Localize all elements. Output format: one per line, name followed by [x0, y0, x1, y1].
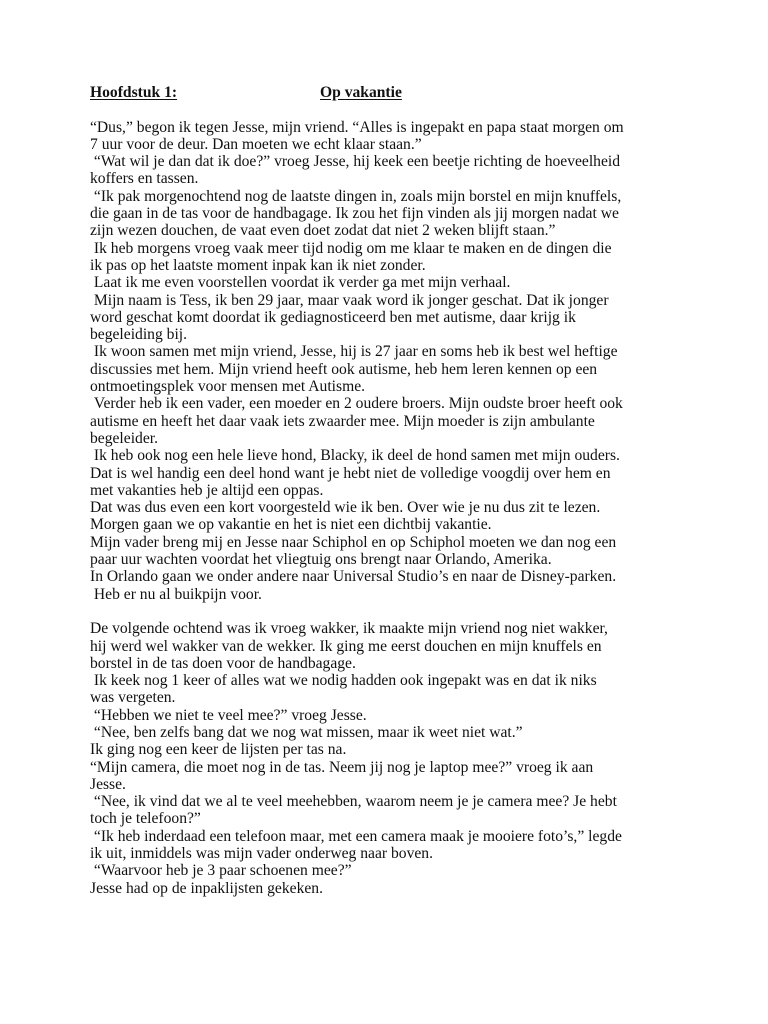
paragraph: “Ik heb inderdaad een telefoon maar, met een camera maak je mooiere foto’s,” legde ik uit, inmiddels was mijn vader onderweg naar boven.	[90, 827, 622, 863]
paragraph: In Orlando gaan we onder andere naar Universal Studio’s en naar de Disney-parken.	[90, 568, 617, 586]
document-page	[90, 84, 690, 897]
paragraph: De volgende ochtend was ik vroeg wakker, ik maakte mijn vriend nog niet wakker, hij werd wel wakker van de wekker. Ik ging me eerst douchen en mijn knuffels en borstel in de tas doen voor de handbagage.	[90, 620, 608, 672]
section-1	[90, 119, 690, 603]
paragraph: Jesse had op de inpaklijsten gekeken.	[90, 879, 323, 897]
paragraph: Laat ik me even voorstellen voordat ik verder ga met mijn verhaal.	[90, 274, 511, 292]
chapter-heading	[90, 84, 690, 101]
paragraph: Ik heb ook nog een hele lieve hond, Blacky, ik deel de hond samen met mijn ouders. Dat is wel handig een deel hond want je hebt niet de volledige voogdij over hem en met vakanties heb je altijd een oppas.	[90, 447, 620, 499]
paragraph: Ik heb morgens vroeg vaak meer tijd nodig om me klaar te maken en de dingen die ik pas op het laatste moment inpak kan ik niet zonder.	[90, 239, 612, 274]
paragraph: Mijn vader breng mij en Jesse naar Schiphol en op Schiphol moeten we dan nog een paar uur wachten voordat het vliegtuig ons brengt naar Orlando, Amerika.	[90, 533, 617, 569]
chapter-number: Hoofdstuk 1:	[90, 84, 178, 101]
paragraph: Ik keek nog 1 keer of alles wat we nodig hadden ook ingepakt was en dat ik niks was vergeten.	[90, 672, 597, 707]
section-2	[90, 620, 690, 897]
paragraph: “Nee, ben zelfs bang dat we nog wat missen, maar ik weet niet wat.”	[90, 723, 523, 741]
paragraph: “Ik pak morgenochtend nog de laatste dingen in, zoals mijn borstel en mijn knuffels, die gaan in de tas voor de handbagage. Ik zou het fijn vinden als jij morgen nadat we zijn wezen douchen, de vaat even doet zodat dat niet 2 weken blijft staan.”	[90, 187, 622, 240]
paragraph: Dat was dus even een kort voorgesteld wie ik ben. Over wie je nu dus zit te lezen. Morgen gaan we op vakantie en het is niet een dichtbij vakantie.	[90, 499, 601, 534]
paragraph: “Nee, ik vind dat we al te veel meehebben, waarom neem je je camera mee? Je hebt toch je telefoon?”	[90, 793, 617, 828]
paragraph: “Hebben we niet te veel mee?” vroeg Jesse.	[90, 706, 367, 724]
paragraph: Ik woon samen met mijn vriend, Jesse, hij is 27 jaar en soms heb ik best wel heftige discussies met hem. Mijn vriend heeft ook autisme, heb hem leren kennen op een ontmoetingsplek voor mensen met Autisme.	[90, 343, 618, 396]
paragraph: Ik ging nog een keer de lijsten per tas na.	[90, 741, 347, 759]
chapter-title: Op vakantie	[320, 84, 402, 101]
paragraph: Verder heb ik een vader, een moeder en 2 oudere broers. Mijn oudste broer heeft ook autisme en heeft het daar vaak iets zwaarder mee. Mijn moeder is zijn ambulante begeleider.	[90, 395, 623, 447]
paragraph: Heb er nu al buikpijn voor.	[90, 585, 262, 603]
paragraph: “Wat wil je dan dat ik doe?” vroeg Jesse, hij keek een beetje richting de hoeveelheid koffers en tassen.	[90, 153, 621, 188]
paragraph: “Dus,” begon ik tegen Jesse, mijn vriend. “Alles is ingepakt en papa staat morgen om 7 uur voor de deur. Dan moeten we echt klaar staan.”	[90, 118, 624, 153]
spacer	[90, 101, 690, 118]
paragraph: Mijn naam is Tess, ik ben 29 jaar, maar vaak word ik jonger geschat. Dat ik jonger word geschat komt doordat ik gediagnosticeerd ben met autisme, daar krijg ik begeleiding bij.	[90, 291, 609, 344]
paragraph: “Waarvoor heb je 3 paar schoenen mee?”	[90, 862, 352, 880]
paragraph: “Mijn camera, die moet nog in de tas. Neem jij nog je laptop mee?” vroeg ik aan Jesse.	[90, 758, 594, 793]
section-gap	[90, 603, 690, 620]
